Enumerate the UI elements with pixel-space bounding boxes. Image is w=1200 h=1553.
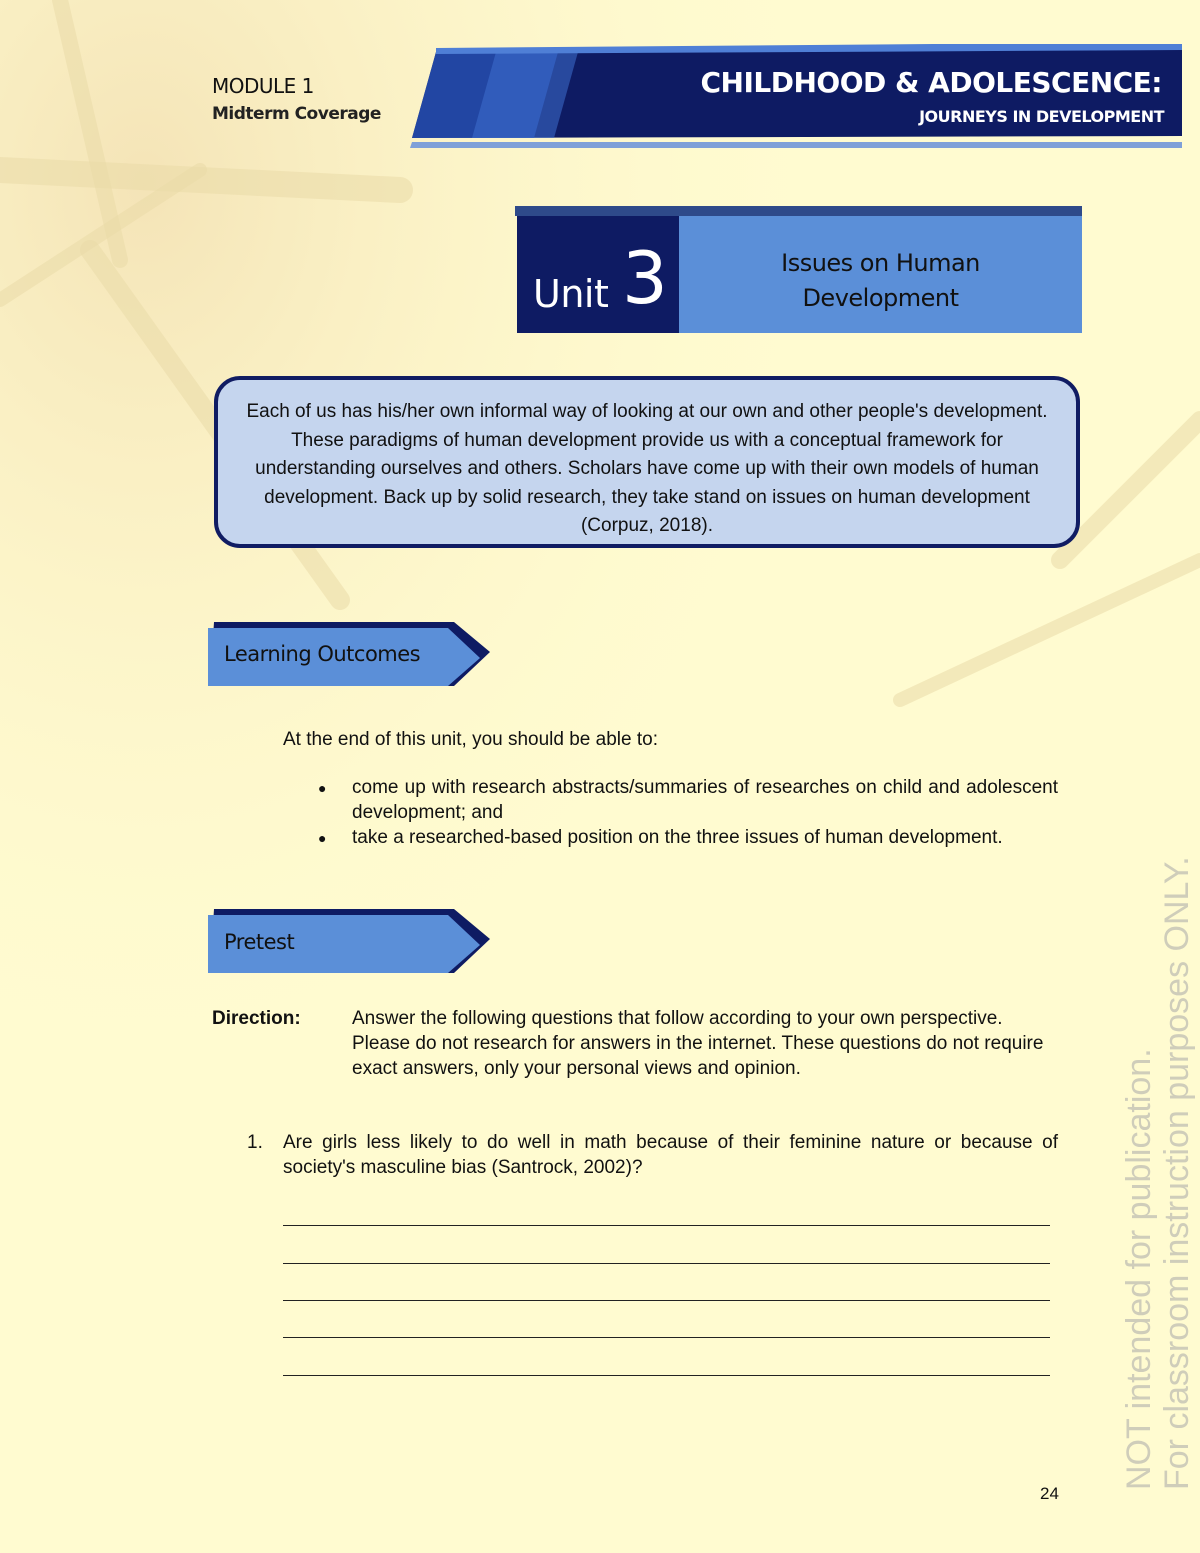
answer-line[interactable] [283, 1337, 1050, 1338]
unit-number: 3 [622, 236, 668, 320]
watermark [1120, 856, 1196, 1490]
answer-line[interactable] [283, 1300, 1050, 1301]
outcome-item: come up with research abstracts/summaries of researches on child and adolescent development; and [352, 777, 1058, 823]
bullet-icon: ● [318, 830, 327, 846]
pretest-heading: Pretest [224, 930, 295, 954]
coverage-label: Midterm Coverage [212, 104, 381, 124]
unit-title [679, 246, 1082, 316]
page-number: 24 [1040, 1484, 1059, 1503]
outcomes-lead: At the end of this unit, you should be able to: [283, 729, 658, 750]
unit-word: Unit [533, 272, 609, 316]
unit-top-bar [515, 206, 1082, 216]
answer-line[interactable] [283, 1375, 1050, 1376]
unit-title-line: Issues on Human [781, 249, 980, 277]
answer-line[interactable] [283, 1225, 1050, 1226]
course-subtitle: JOURNEYS IN DEVELOPMENT [919, 107, 1164, 126]
module-label: MODULE 1 [212, 74, 314, 98]
direction-label: Direction: [212, 1008, 301, 1029]
direction-text: Answer the following questions that follow according to your own perspective. Please do not research for answers in the internet. These questions do not require exact answers, only your personal views and opinion. [352, 1008, 1044, 1079]
watermark-line: NOT intended for publication. [1120, 1048, 1158, 1490]
answer-line[interactable] [283, 1263, 1050, 1264]
outcome-item: take a researched-based position on the three issues of human development. [352, 827, 1003, 848]
bullet-icon: ● [318, 780, 327, 796]
question-text: Are girls less likely to do well in math because of their feminine nature or because of society's masculine bias (Santrock, 2002)? [283, 1132, 1058, 1178]
question-number: 1. [247, 1132, 263, 1153]
unit-title-line: Development [802, 284, 959, 312]
watermark-line: For classroom instruction purposes ONLY. [1158, 856, 1196, 1490]
learning-outcomes-heading: Learning Outcomes [224, 642, 421, 666]
intro-box: Each of us has his/her own informal way of looking at our own and other people's development. These paradigms of human development provide us with a conceptual framework for understanding ourselves and others. Scholars have come up with their own models of human development. Back up by solid research, they take stand on issues on human development (Corpuz, 2018). [214, 376, 1080, 548]
course-title: CHILDHOOD & ADOLESCENCE: [700, 66, 1162, 99]
